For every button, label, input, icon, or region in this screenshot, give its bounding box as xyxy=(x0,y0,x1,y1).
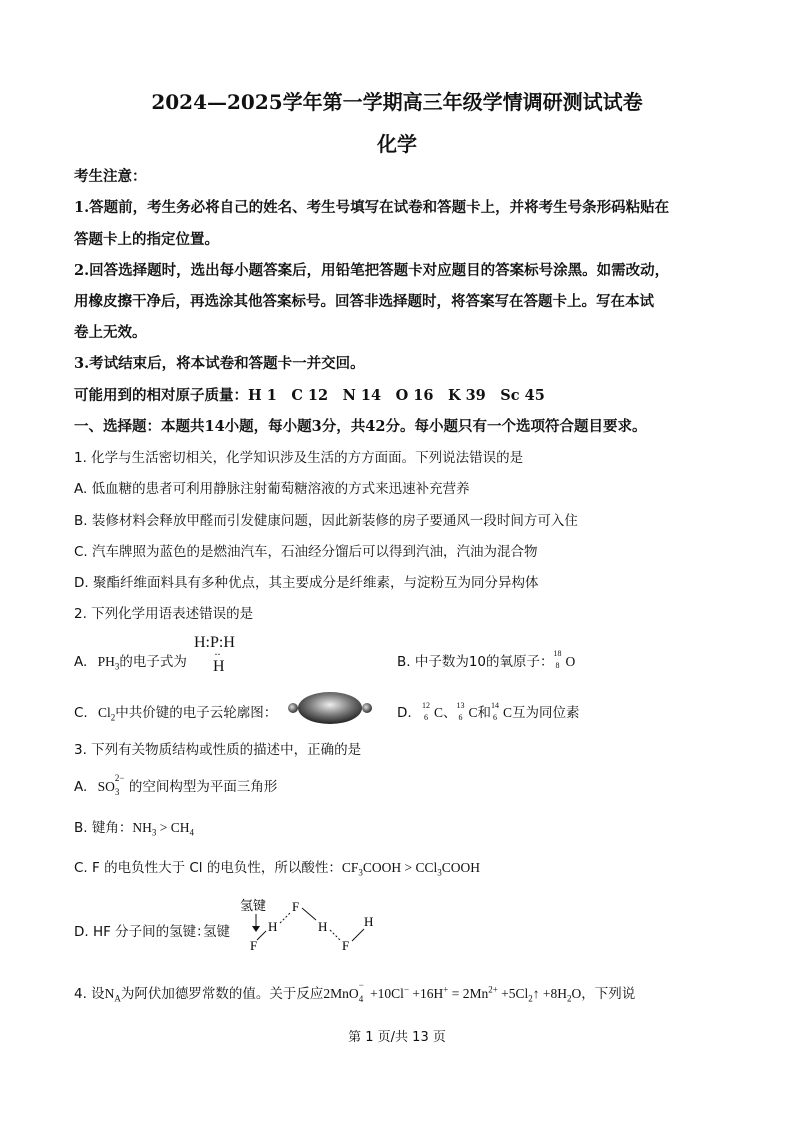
notice-item2-line3: 卷上无效。 xyxy=(74,324,147,341)
notice-item1-line1: 1.答题前，考生务必将自己的姓名、考生号填写在试卷和答题卡上，并将考生号条形码粘贴在 xyxy=(74,199,670,216)
q2-stem: 2. 下列化学用语表述错误的是 xyxy=(74,606,254,622)
q4-stem: 4. 设$N_A$为阿伏加德罗常数的值。关于反应2MnO − 4 $+10Cl^- +16H^+ = 2Mn^{2+}$ $+5Cl_2↑ +8H_2O$，下列说 xyxy=(74,980,636,1004)
svg-text:F: F xyxy=(292,899,300,914)
section1-heading: 一、选择题：本题共14小题，每小题3分，共42分。每小题只有一个选项符合题目要求。 xyxy=(74,418,647,435)
q1-option-c: C. 汽车牌照为蓝色的是燃油汽车，石油经分馏后可以得到汽油，汽油为混合物 xyxy=(74,544,538,560)
q3-option-a: A. SO 2− 3 的空间构型为平面三角形 xyxy=(74,773,278,797)
ph3-lone-dots: ·· xyxy=(214,647,220,661)
q3-option-d: D. HF 分子间的氢键： xyxy=(74,924,210,940)
q1-option-a: A. 低血糖的患者可利用静脉注射葡萄糖溶液的方式来迅速补充营养 xyxy=(74,481,470,497)
subject-title: 化学 xyxy=(377,132,417,156)
q2-option-a: A. $PH_3$的电子式为 xyxy=(74,654,187,672)
hf-hydrogen-bond-diagram xyxy=(236,894,386,956)
cl2-electron-cloud-image xyxy=(284,690,376,726)
notice-item2-line2: 用橡皮擦干净后，再选涂其他答案标号。回答非选择题时，将答案写在答题卡上。写在本试 xyxy=(74,293,654,310)
notice-item3: 3.考试结束后，将本试卷和答题卡一并交回。 xyxy=(74,355,365,372)
ph3-electron-dot-formula: H:P:H xyxy=(194,634,235,651)
svg-text:H: H xyxy=(318,919,328,934)
q3-option-c: C. F 的电负性大于 Cl 的电负性，所以酸性：$CF_3COOH$ > CCl$_3$COOH xyxy=(74,860,480,878)
svg-text:F: F xyxy=(250,938,258,953)
ph3-formula: $PH_3$ xyxy=(97,654,120,672)
hydrogen-bond-label-inline: 氢键 xyxy=(203,924,230,940)
notice-heading: 考生注意： xyxy=(74,168,147,185)
q1-stem: 1. 化学与生活密切相关，化学知识涉及生活的方方面面。下列说法错误的是 xyxy=(74,450,524,466)
q3-stem: 3. 下列有关物质结构或性质的描述中，正确的是 xyxy=(74,742,362,758)
exam-title: 2024—2025学年第一学期高三年级学情调研测试试卷 xyxy=(151,90,643,114)
q3-option-b: B. 键角：$NH_3 > CH_4$ xyxy=(74,820,194,838)
svg-text:F: F xyxy=(342,938,350,953)
q2-option-d: D. 12 6 C、 13 6 C和 14 6 C互为同位素 xyxy=(397,700,580,722)
svg-text:H: H xyxy=(268,919,278,934)
q2-option-c: C. $Cl_2$中共价键的电子云轮廓图： xyxy=(74,705,278,723)
q1-option-d: D. 聚酯纤维面料具有多种优点，其主要成分是纤维素，与淀粉互为同分异构体 xyxy=(74,575,539,591)
svg-text:氢键: 氢键 xyxy=(240,899,267,914)
atomic-masses: 可能用到的相对原子质量：H 1 C 12 N 14 O 16 K 39 Sc 45 xyxy=(74,387,545,404)
q2-option-b: B. 中子数为10的氧原子： 18 8 O xyxy=(397,649,576,670)
page-number: 第 1 页/共 13 页 xyxy=(348,1030,446,1045)
notice-item1-line2: 答题卡上的指定位置。 xyxy=(74,231,219,248)
reaction-equation: 2MnO − 4 $+10Cl^- +16H^+ = 2Mn^{2+}$ $+5Cl_2↑ +8H_2O$ xyxy=(323,980,582,1004)
ph3-bottom-h: H xyxy=(213,658,225,675)
svg-text:H: H xyxy=(364,914,374,929)
q1-option-b: B. 装修材料会释放甲醛而引发健康问题，因此新装修的房子要通风一段时间方可入住 xyxy=(74,513,578,529)
notice-item2-line1: 2.回答选择题时，选出每小题答案后，用铅笔把答题卡对应题目的答案标号涂黑。如需改动， xyxy=(74,262,670,279)
